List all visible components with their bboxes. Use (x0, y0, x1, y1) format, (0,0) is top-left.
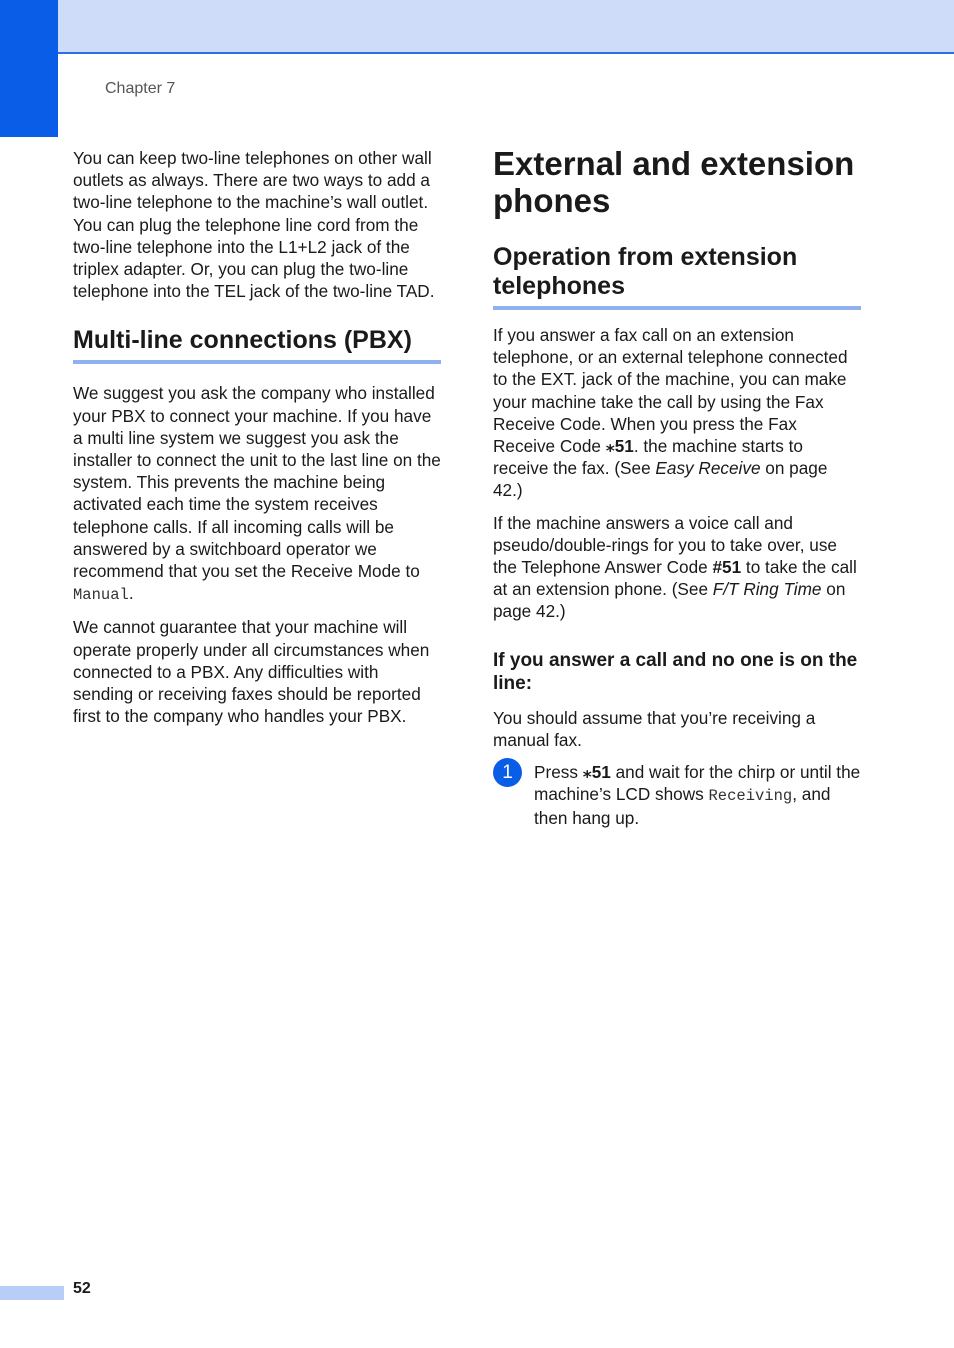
step-text: and wait for the chirp or until the machine’s LCD shows (534, 762, 861, 805)
left-column (73, 147, 441, 737)
para-text: on page 42.) (493, 579, 846, 622)
footer-bar (0, 1286, 64, 1300)
intro-paragraph: You can keep two-line telephones on other wall outlets as always. There are two ways to add a two-line telephone to the machine’s wall outlet. You can plug the telephone line cord from the two-line telephone into the L1+L2 jack of the triplex adapter. Or, you can plug the two-line telephone into the TEL jack of the two-line TAD. (73, 148, 435, 302)
para-text: If the machine answers a voice call and pseudo/double-rings for you to take over, use the Telephone Answer Code (493, 512, 837, 578)
fax-receive-paragraph (493, 324, 861, 502)
header-band (0, 0, 954, 54)
para-text: . the machine starts to receive the fax. (See (493, 436, 803, 479)
section-heading: Operation from extension telephones (493, 243, 861, 310)
step-text: , and then hang up. (534, 784, 831, 829)
step-code: ⁎51 (582, 762, 611, 783)
step-number-badge: 1 (493, 758, 522, 787)
step-text: Press (534, 762, 583, 783)
pbx-paragraph-2: We cannot guarantee that your machine will operate properly under all circumstances when connected to a PBX. Any difficulties with sending or receiving faxes should be reported first to the company who handles your PBX. (73, 617, 430, 727)
answer-code: #51 (712, 557, 742, 578)
ft-ring-time-reference: F/T Ring Time (712, 579, 822, 600)
chapter-label: Chapter 7 (105, 80, 176, 97)
receive-mode-value: Manual (73, 586, 129, 605)
manual-fax-paragraph: You should assume that you’re receiving a manual fax. (493, 707, 816, 750)
lcd-receiving: Receiving (708, 787, 793, 806)
pbx-heading: Multi-line connections (PBX) (73, 326, 441, 364)
pbx-paragraph-1 (73, 382, 441, 606)
easy-receive-reference: Easy Receive (655, 458, 761, 479)
right-column (493, 145, 861, 830)
para-text: to take the call at an extension phone. (See (493, 557, 857, 600)
step-1 (493, 761, 861, 830)
pbx-text: We suggest you ask the company who installed your PBX to connect your machine. If you have a multi line system we suggest you ask the installer to connect the unit to the last line on the system. This prevents the machine being activated each time the system receives telephone calls. If all incoming calls will be answered by a switchboard operator we recommend that you set the Receive Mode to (73, 383, 441, 582)
pbx-text-end: . (128, 583, 134, 604)
page-number: 52 (73, 1280, 91, 1297)
para-text: If you answer a fax call on an extension telephone, or an external telephone connected to the EXT. jack of the machine, you can make your machine take the call by using the Fax Receive Code. When you press the Fax Receive Code (493, 325, 848, 457)
answer-code-paragraph (493, 512, 861, 623)
chapter-tab (0, 0, 58, 137)
chapter-heading: External and extension phones (493, 145, 855, 219)
para-text: on page 42.) (493, 458, 828, 501)
no-one-on-line-heading: If you answer a call and no one is on the line: (493, 649, 858, 694)
fax-receive-code: ⁎51 (605, 436, 634, 457)
